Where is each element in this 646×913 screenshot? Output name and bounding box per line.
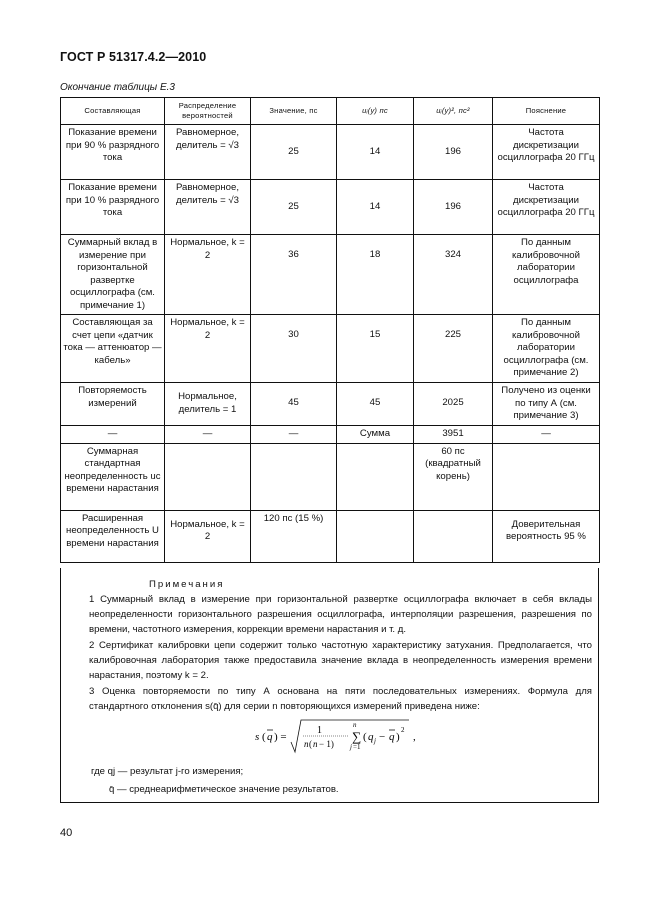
table-cell: 25 [251,180,337,235]
note-2: 2 Сертификат калибровки цепи содержит только частотную характеристику затухания. Предполагается, что калибровочная лаборатория также предоставила значение вклада в неопределенность измерения времени нарастания, поэтому k = 2. [89,640,592,681]
table-cell: 2025 [414,383,493,426]
table-cell: Показание времени при 10 % разрядного тока [61,180,165,235]
table-cell: Суммарный вклад в измерение при горизонтальной развертке осциллографа (см. примечание 1) [61,235,165,315]
table-cell: 15 [337,315,414,383]
table-cell: — [61,426,165,444]
table-cell: 45 [251,383,337,426]
table-cell: 60 пс (квадратный корень) [414,443,493,510]
col-header: uᵢ(y) пс [337,98,414,125]
table-cell: Суммарная стандартная неопределенность uc времени нарастания [61,443,165,510]
table-cell [251,443,337,510]
table-row [61,443,600,510]
svg-text:q: q [389,731,395,743]
table-cell: 30 [251,315,337,383]
table-cell: Нормальное, k = 2 [165,510,251,562]
svg-text:∑: ∑ [352,729,362,744]
svg-text:n: n [313,739,318,749]
document-header: ГОСТ Р 51317.4.2—2010 [60,50,207,64]
svg-text:,: , [413,731,416,743]
where-line-1: где qj — результат j-го измерения; [91,766,244,777]
table-cell: Частота дискретизации осциллографа 20 ГГц [493,180,600,235]
table-cell: Показание времени при 90 % разрядного тока [61,125,165,180]
table-row [61,383,600,426]
table-cell: Нормальное, k = 2 [165,235,251,315]
notes-title: Примечания [149,579,225,590]
table-row [61,426,600,444]
svg-text:) =: ) = [274,731,287,743]
table-cell: 25 [251,125,337,180]
table-cell: 18 [337,235,414,315]
table-cell [414,510,493,562]
table-cell: 196 [414,180,493,235]
table-caption: Окончание таблицы Е.3 [60,82,175,93]
table-cell: Сумма [337,426,414,444]
table-cell: 36 [251,235,337,315]
table-cell: 120 пс (15 %) [251,510,337,562]
table-cell: 3951 [414,426,493,444]
where-line-2: q̄ — среднеарифметическое значение результатов. [109,784,339,795]
table-cell: 196 [414,125,493,180]
svg-text:(: ( [309,739,312,749]
col-header: Значение, пс [251,98,337,125]
table-cell: 225 [414,315,493,383]
svg-text:q: q [368,731,374,743]
table-cell: Доверительная вероятность 95 % [493,510,600,562]
table-cell: Расширенная неопределенность U времени нарастания [61,510,165,562]
table-row [61,180,600,235]
table-row [61,125,600,180]
table-cell: 14 [337,125,414,180]
table-cell: 45 [337,383,414,426]
table-header-row [61,98,600,125]
table-cell: Составляющая за счет цепи «датчик тока — аттенюатор — кабель» [61,315,165,383]
table-cell: Нормальное, делитель = 1 [165,383,251,426]
table-cell [165,443,251,510]
svg-text:n: n [304,739,309,749]
svg-text:s: s [255,731,260,743]
table-row [61,510,600,562]
table-cell [493,443,600,510]
svg-text:j: j [350,743,352,751]
table-cell: По данным калибровочной лаборатории осциллографа (см. примечание 2) [493,315,600,383]
table-cell: — [493,426,600,444]
note-3: 3 Оценка повторяемости по типу А основана на пяти последовательных измерениях. Формула для стандартного отклонения s(q̄) для серии n повторяющихся измерений приведена ниже: [89,686,592,712]
svg-text:j: j [374,737,376,745]
svg-text:n: n [353,721,357,729]
table-cell: 14 [337,180,414,235]
table-cell: Равномерное, делитель = √3 [165,180,251,235]
table-cell: Нормальное, k = 2 [165,315,251,383]
table-row [61,315,600,383]
table-cell [337,510,414,562]
uncertainty-table [60,97,600,563]
col-header: Распределение вероятностей [165,98,251,125]
svg-text:2: 2 [401,726,405,734]
svg-text:1: 1 [317,725,322,736]
std-deviation-formula [253,716,423,758]
svg-text:q: q [267,731,273,743]
svg-text:(: ( [363,731,367,743]
table-cell: — [251,426,337,444]
page-number: 40 [60,827,73,839]
col-header: Пояснение [493,98,600,125]
note-1: 1 Суммарный вклад в измерение при горизонтальной развертке осциллографа включает в себя вклады неопределенности горизонтального разрешения осциллографа, интерполяции разрешения, разрешения по времени, частотного измерения, коррекции времени нарастания и т. д. [89,594,592,635]
table-cell: — [165,426,251,444]
table-row [61,235,600,315]
table-cell: По данным калибровочной лаборатории осциллографа [493,235,600,315]
col-header: uᵢ(y)², пс² [414,98,493,125]
svg-text:− 1): − 1) [319,739,334,749]
table-cell [337,443,414,510]
svg-text:(: ( [262,731,266,743]
col-header: Составляющая [61,98,165,125]
table-cell: Частота дискретизации осциллографа 20 ГГц [493,125,600,180]
svg-text:−: − [379,731,386,743]
svg-text:=1: =1 [353,743,361,751]
svg-text:): ) [396,731,400,743]
table-cell: Получено из оценки по типу А (см. примечание 3) [493,383,600,426]
table-cell: Повторяемость измерений [61,383,165,426]
table-cell: Равномерное, делитель = √3 [165,125,251,180]
table-cell: 324 [414,235,493,315]
notes-box [60,568,599,803]
